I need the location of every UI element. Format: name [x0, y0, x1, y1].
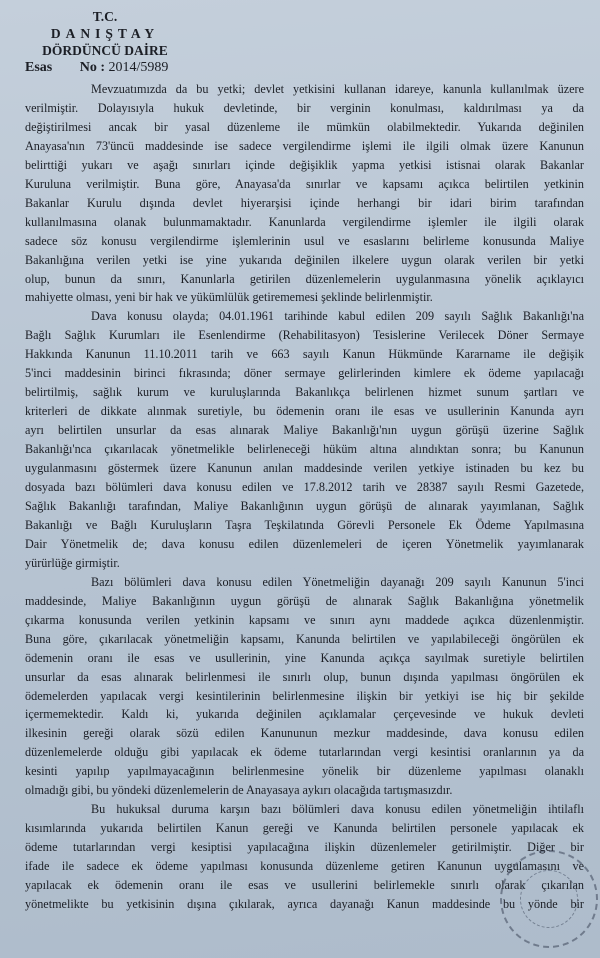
text-line: Bu hukuksal duruma karşın bazı bölümleri dava konusu edilen yönetmeliğin ihtilaflı: [91, 802, 584, 817]
text-line: dosyada bazı bölümleri dava konusu edilen ve 17.8.2012 tarih ve 28387 sayılı Resmi Gazetede,: [25, 480, 584, 495]
text-line: ilkesinin gereği olarak sözü edilen Kanununun mezkur maddesinde, dava konusu edilen: [25, 726, 584, 741]
case-number-row: [25, 60, 168, 76]
document-header: [25, 8, 185, 59]
text-line: yürürlüğe girmiştir.: [25, 555, 120, 570]
chamber-name: DÖRDÜNCÜ DAİRE: [42, 43, 168, 58]
text-line: Sağlık Bakanlığı tarafından, Maliye Bakanlığının uygun görüşü de alınarak yayımlanan, Sağlık: [25, 498, 584, 513]
text-line: Mevzuatımızda da bu yetki; devlet yetkisini kullanan idareye, kanunla kullanılmak üzere: [91, 82, 584, 96]
paragraph: [25, 307, 584, 572]
paragraph: [25, 80, 584, 307]
text-line: değiştirilmesi ancak bir yasal düzenleme ile mümkün olabilmektedir. Yukarıda değinilen: [25, 119, 584, 134]
text-line: yapılacak ek ödemenin oranı ile esas ve usullerini belirlemekle sınırlı olarak çıkarılan: [25, 878, 584, 893]
text-line: olup, bunun da sınırı, Kanunlarla getirilen düzenlemelerin uygulanmasına yönelik açıklayıcı: [25, 271, 584, 286]
official-seal-stamp: [500, 850, 598, 948]
text-line: içermemektedir. Kaldı ki, yukarıda değinilen açıklamalar çerçevesinde ve hukuk devleti: [25, 707, 584, 722]
text-line: yönetmelikte bu yetkisinin dışına çıkılarak, ayrıca dayanağı Kanun maddesinde bu yönde bir: [25, 896, 584, 911]
text-line: mahiyette olması, yeni bir hak ve yükümlülük getirememesi şeklinde belirlenmiştir.: [25, 290, 433, 305]
text-line: ödeme tutarlarından vergi kesiptisi yapılacağına ilişkin düzenlemeler getirilmiştir. Diğer bir: [25, 840, 584, 855]
text-line: belirtilmiş, sağlık kurum ve kuruluşlarında Bakanlıkça belirlenen hizmet sunum şartları ve: [25, 385, 584, 400]
text-line: kullanılmasına olanak bulunmamaktadır. Kanunlarda vergilendirme işlemler ile ilgili olarak: [25, 214, 584, 229]
text-line: Bakanlığına verilen yetki ise yine yukarıda değinilen ilkelere uygun olarak verilen bir yetki: [25, 252, 584, 267]
text-line: olmadığı gibi, bu yöndeki düzenlemelerin de Anayasaya aykırı olacağıda tartışmasızdır.: [25, 783, 453, 798]
text-line: belirttiği yukarı ve aşağı sınırları içinde değişiklik yapma yetkisi istisnai olarak Bakanlar: [25, 157, 584, 172]
text-line: ayrı belirtilen unsurlar da esas alınarak Maliye Bakanlığı'nın uygun görüşü üzerine Sağlık: [25, 423, 584, 438]
text-line: çıkarma konusunda verilen yetkinin kapsamı ve sınırı aynı maddede açıkca düzenlenmiştir.: [25, 612, 584, 627]
text-line: Kuruluna verilmiştir. Buna göre, Anayasa'da sınırlar ve kapsamı açıkca belirtilen yetkinin: [25, 176, 584, 191]
text-line: Dava konusu olayda; 04.01.1961 tarihinde kabul edilen 209 sayılı Sağlık Bakanlığı'na: [91, 309, 584, 324]
text-line: düzenlemelerde olduğu gibi yapılacak ek ödeme tutarlarından vergi kesintisi oranlarının ya da: [25, 745, 584, 760]
text-line: Dair Yönetmelik de; dava konusu edilen düzenlemeleri de içeren Yönetmelik yayımlanarak: [25, 536, 584, 551]
text-line: Bakanlığı'nca çıkarılacak yönetmelikle belirleneceği hüküm altına alındıktan sonra; bu Kanunun: [25, 442, 584, 457]
country-label: T.C.: [92, 9, 118, 24]
text-line: Anayasa'nın 73'üncü maddesinde ise sadece vergilendirme işlemi ile ilgili olmak üzere Kanunun: [25, 138, 584, 153]
case-number: 2014/5989: [108, 60, 169, 75]
text-line: sadece söz konusu vergilendirme işlemlerinin usul ve esaslarını belirleme konusunda Maliye: [25, 233, 584, 248]
document-body: [25, 80, 584, 914]
text-line: kriterleri de dikkate alınmak suretiyle, bu ödemenin oranı ile esas ve usullerinin Kanunda ayrı: [25, 404, 584, 419]
text-line: kısımlarında yukarıda belirtilen Kanun gereği ve Kanunda belirtilen personele yapılacak ek: [25, 821, 584, 836]
text-line: unsurlar da esas alınarak belirlenmesi ile sınırlı olup, bunun dışında yapılması öngörülen ek: [25, 669, 584, 684]
court-name: DANIŞTAY: [50, 26, 160, 41]
text-line: ödemenin oranı ile esas ve usullerinin, yine Kanunda açıkça sayılmak suretiyle belirtilen: [25, 650, 584, 665]
text-line: ödemelerden yapılacak vergi kesintilerinin belirlenmesine ilişkin bir yetkiyi ise hiç bir şekilde: [25, 688, 584, 703]
text-line: uygulanmasını göstermek üzere Kanunun anılan maddesinde verilen yetkiye istinaden bu kez bu: [25, 461, 584, 476]
text-line: ifade ile sadece ek ödeme yapılması konusunda düzenleme getiren Kanunun uygulamasını ve: [25, 859, 584, 874]
text-line: maddesinde, Maliye Bakanlığının uygun görüşü de alınarak Sağlık Bakanlığına yönetmelik: [25, 593, 584, 608]
paragraph: [25, 573, 584, 800]
text-line: Hakkında Kanunun 11.10.2011 tarih ve 663 sayılı Kanun Hükmünde Kararname ile değişik: [25, 347, 584, 362]
text-line: Bağlı Sağlık Kurumları ile Esenlendirme (Rehabilitasyon) Tesislerine Verilecek Döner Sermaye: [25, 328, 584, 343]
case-label: Esas: [25, 60, 53, 75]
text-line: verilmiştir. Dolayısıyla hukuk devletinde, bir verginin konulması, kaldırılması ya da: [25, 100, 584, 115]
text-line: kesinti yapılıp yapılmayacağının belirlenmesine yönelik bir düzenleme yapılması olanaklı: [25, 764, 584, 779]
text-line: Bakanlığı ve Bağlı Kuruluşların Taşra Teşkilatında Görevli Personele Ek Ödeme Yapılmasına: [25, 517, 584, 532]
text-line: Bazı bölümleri dava konusu edilen Yönetmeliğin dayanağı 209 sayılı Kanunun 5'inci: [91, 574, 584, 589]
text-line: Bakanlar Kurulu dışında devlet hiyerarşisi içinde herhangi bir idari birim tarafından: [25, 195, 584, 210]
text-line: 5'inci maddesinin birinci fıkrasında; döner sermaye gelirlerinden kimlere ek ödeme yapılacağı: [25, 366, 584, 381]
no-label: No :: [79, 60, 106, 75]
text-line: Buna göre, çıkarılacak yönetmeliğin kapsamı, Kanunda belirtilen ve yapılabileceği öngörülen ek: [25, 631, 584, 646]
